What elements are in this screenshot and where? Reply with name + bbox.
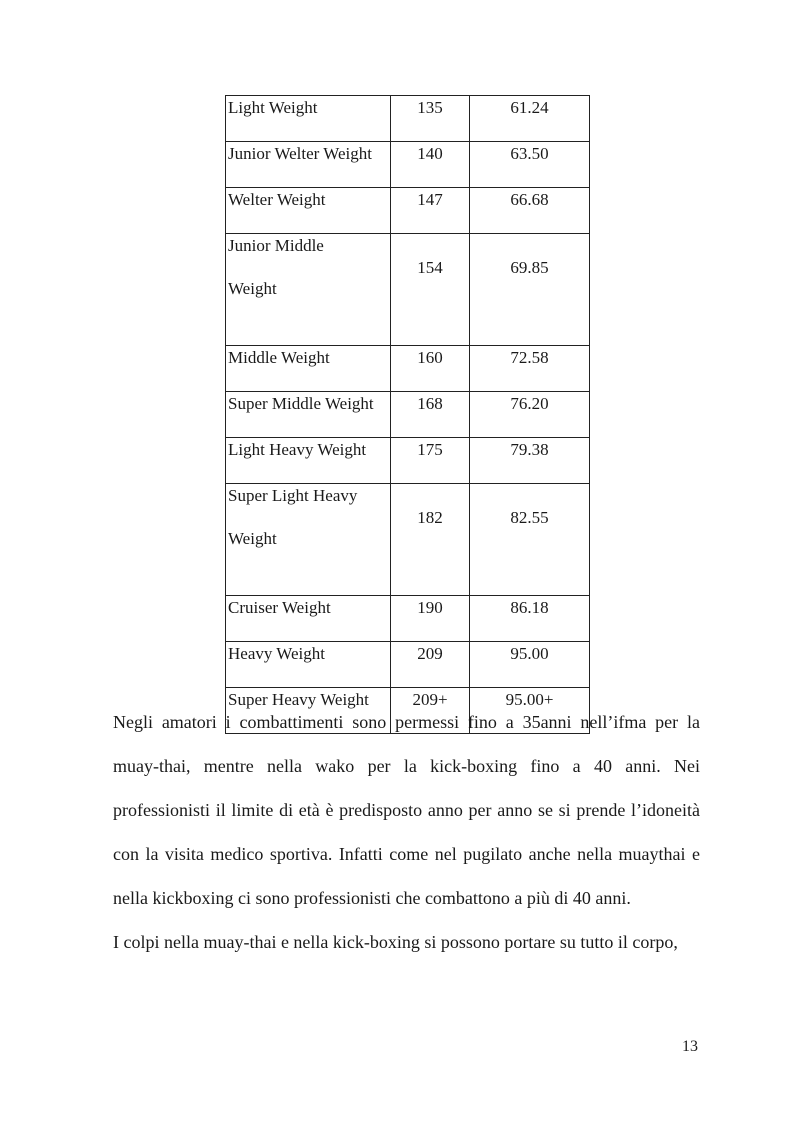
weight-class-name [226, 484, 391, 596]
table-row [226, 642, 590, 688]
body-text [113, 700, 700, 964]
weight-kg: 69.85 [470, 234, 590, 346]
paragraph: I colpi nella muay-thai e nella kick-boxing si possono portare su tutto il corpo, [113, 932, 678, 952]
weight-kg: 72.58 [470, 346, 590, 392]
weight-lbs: 140 [391, 142, 470, 188]
weight-class-name: Super Heavy Weight [226, 688, 391, 734]
weight-class-name-text: Junior Middle Weight [228, 236, 324, 298]
weight-class-name: Light Weight [226, 96, 391, 142]
weight-class-name: Super Middle Weight [226, 392, 391, 438]
weight-class-name: Middle Weight [226, 346, 391, 392]
weight-lbs: 209 [391, 642, 470, 688]
table-row [226, 484, 590, 596]
weight-kg: 86.18 [470, 596, 590, 642]
weight-kg: 79.38 [470, 438, 590, 484]
page-number: 13 [682, 1038, 698, 1055]
weight-lbs: 147 [391, 188, 470, 234]
weight-lbs: 160 [391, 346, 470, 392]
table-row [226, 596, 590, 642]
weight-kg: 76.20 [470, 392, 590, 438]
weight-lbs: 168 [391, 392, 470, 438]
weight-lbs: 209+ [391, 688, 470, 734]
table-row [226, 392, 590, 438]
paragraph: Negli amatori i combattimenti sono permessi fino a 35anni nell’ifma per la muay-thai, mentre nella wako per la kick-boxing fino a 40 anni. Nei professionisti il limite di età è predisposto anno per anno se si prende l’idoneità con la visita medico sportiva. Infatti come nel pugilato anche nella muaythai e nella kickboxing ci sono professionisti che combattono a più di 40 anni. [113, 712, 700, 908]
weight-class-name: Cruiser Weight [226, 596, 391, 642]
weight-lbs: 154 [391, 234, 470, 346]
weight-kg: 82.55 [470, 484, 590, 596]
weight-lbs: 182 [391, 484, 470, 596]
weight-kg: 95.00+ [470, 688, 590, 734]
weight-kg: 95.00 [470, 642, 590, 688]
table-row [226, 142, 590, 188]
table-row [226, 234, 590, 346]
weight-kg: 66.68 [470, 188, 590, 234]
weight-class-name: Welter Weight [226, 188, 391, 234]
table-row [226, 96, 590, 142]
weight-class-name: Heavy Weight [226, 642, 391, 688]
weight-class-name: Junior Welter Weight [226, 142, 391, 188]
weight-class-name-text: Super Light Heavy Weight [228, 486, 358, 548]
weight-kg: 63.50 [470, 142, 590, 188]
table-row [226, 346, 590, 392]
weight-class-name: Light Heavy Weight [226, 438, 391, 484]
weight-lbs: 190 [391, 596, 470, 642]
weight-lbs: 175 [391, 438, 470, 484]
weight-lbs: 135 [391, 96, 470, 142]
weight-class-name [226, 234, 391, 346]
weight-kg: 61.24 [470, 96, 590, 142]
weight-class-table [225, 95, 590, 734]
